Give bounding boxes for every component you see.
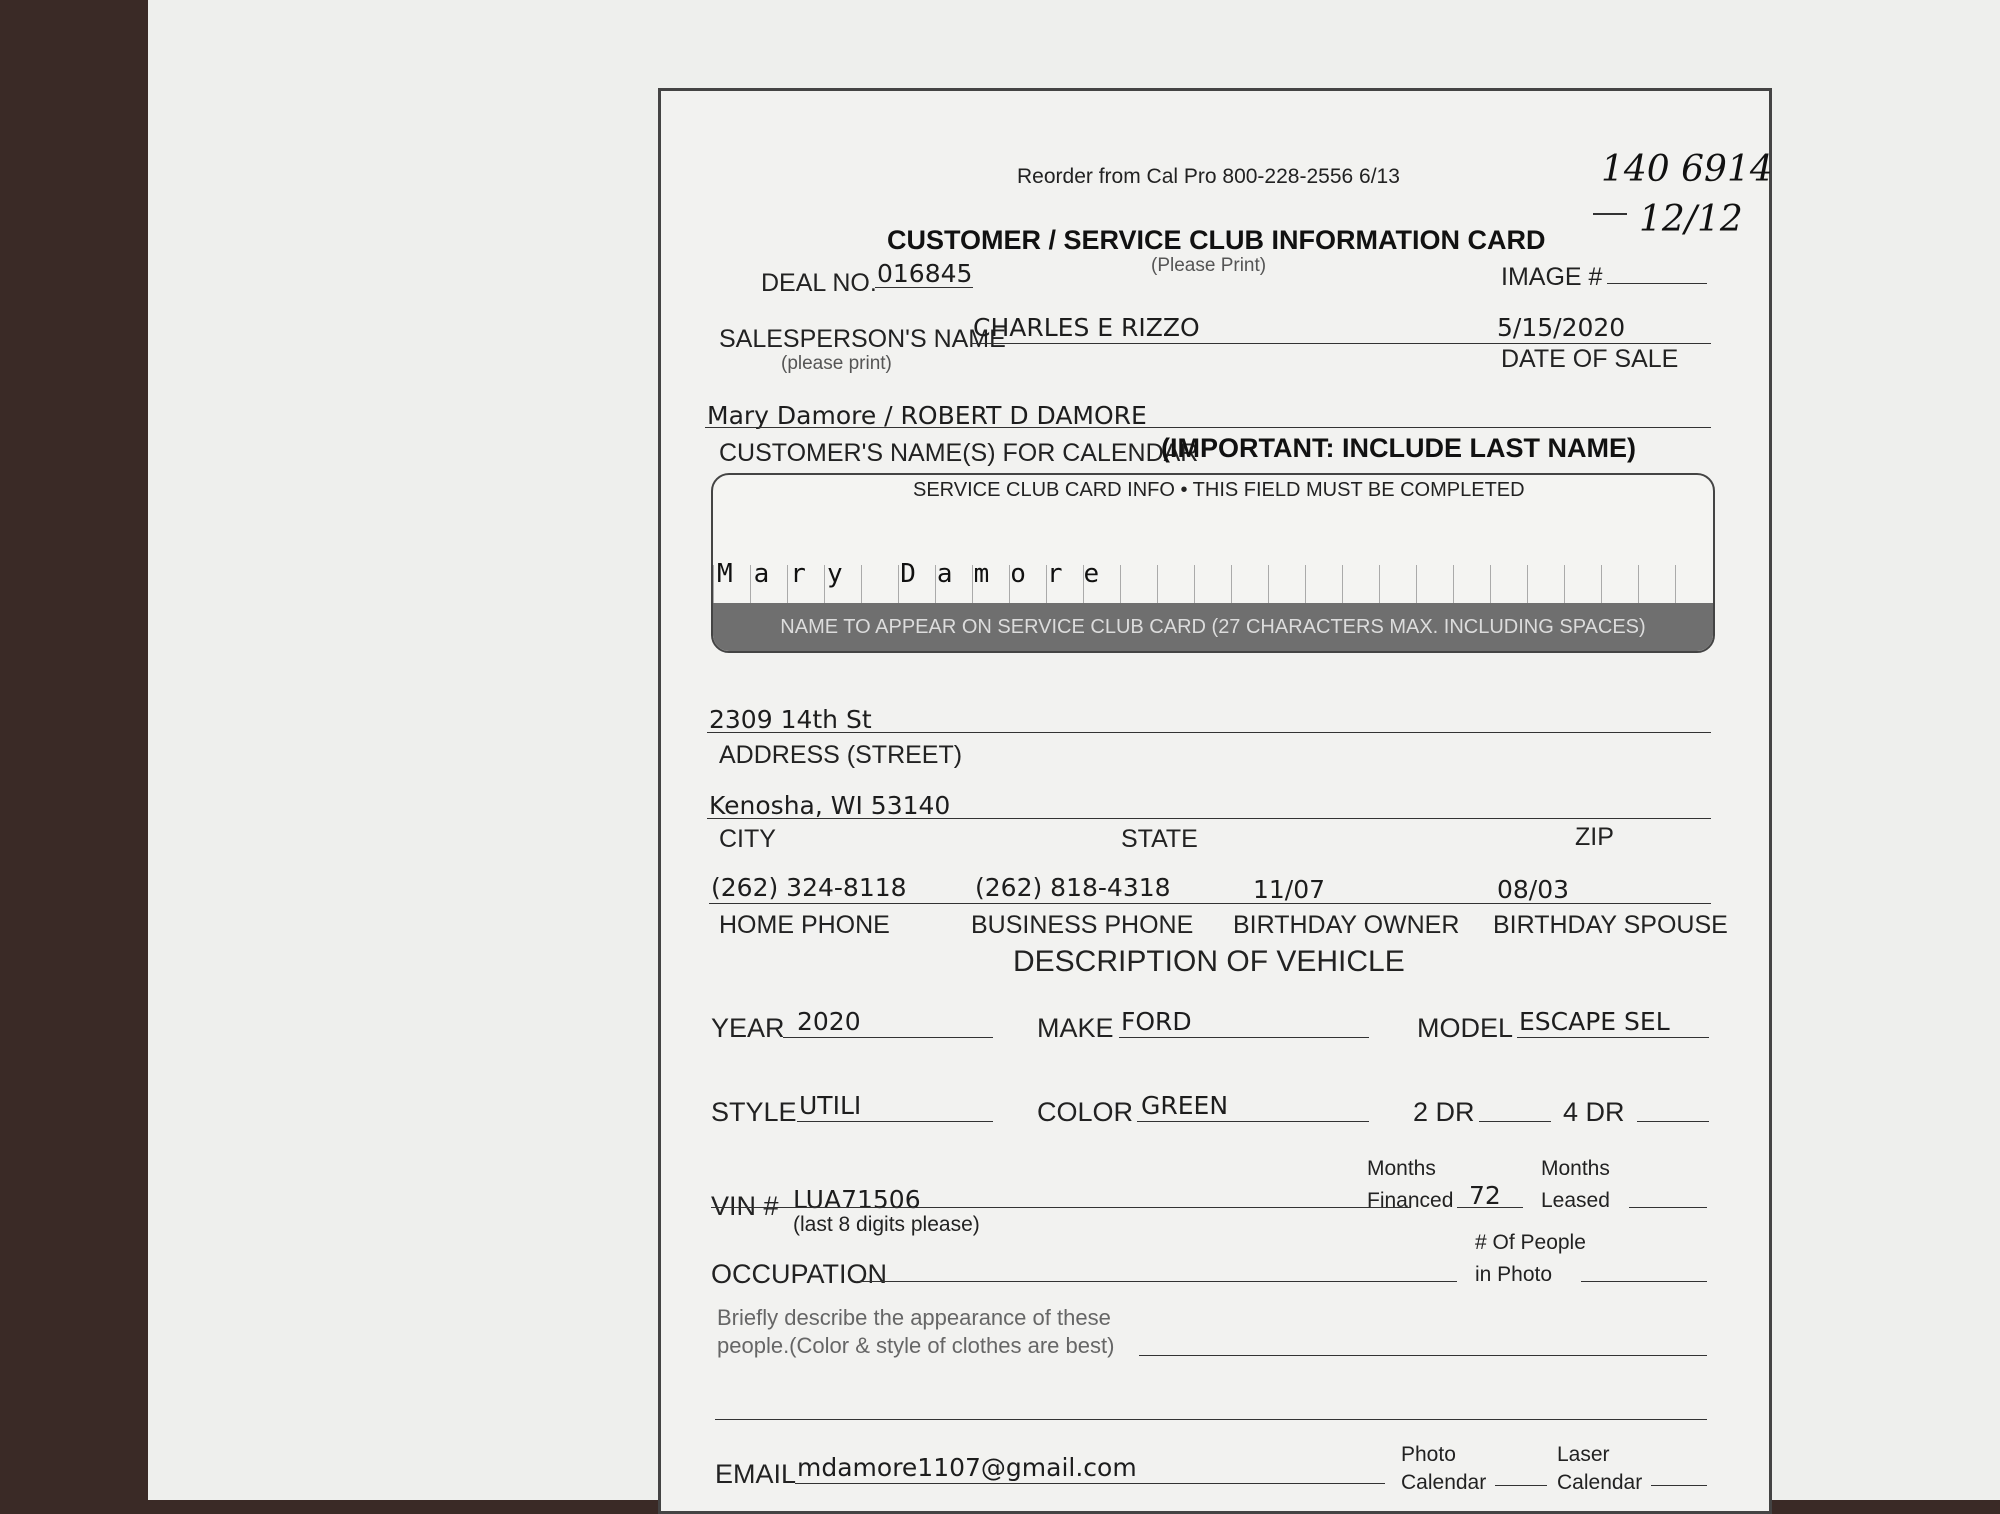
handwritten-date: 12/12 <box>1639 199 1743 240</box>
style-label: STYLE <box>711 1097 797 1127</box>
birthday-owner-label: BIRTHDAY OWNER <box>1233 911 1460 939</box>
email-label: EMAIL <box>715 1459 797 1489</box>
model-label: MODEL <box>1417 1013 1514 1043</box>
char-cell <box>1305 565 1306 603</box>
vin-label: VIN # <box>711 1191 779 1221</box>
occupation-line[interactable] <box>857 1281 1457 1282</box>
months-financed-bottom: Financed <box>1367 1189 1454 1212</box>
customer-name-line <box>705 427 1711 428</box>
info-card <box>658 88 1772 1514</box>
months-leased-line[interactable] <box>1629 1207 1707 1208</box>
months-financed-top: Months <box>1367 1157 1436 1180</box>
birthday-spouse-label: BIRTHDAY SPOUSE <box>1493 911 1728 939</box>
months-leased-bottom: Leased <box>1541 1189 1610 1212</box>
date-of-sale-value[interactable]: 5/15/2020 <box>1497 313 1626 342</box>
char-cell <box>1564 565 1565 603</box>
year-value[interactable]: 2020 <box>797 1007 861 1036</box>
photo-calendar-line[interactable] <box>1495 1485 1547 1486</box>
make-label: MAKE <box>1037 1013 1114 1043</box>
salesperson-value[interactable]: CHARLES E RIZZO <box>973 313 1200 342</box>
handwritten-number: 140 6914 <box>1601 149 1773 190</box>
vin-value[interactable]: LUA71506 <box>793 1185 921 1214</box>
handwritten-dash <box>1593 213 1627 215</box>
service-card-name-value[interactable]: Mary Damore <box>717 559 1121 589</box>
people-in-photo-bottom: in Photo <box>1475 1263 1553 1286</box>
char-cell <box>1453 565 1454 603</box>
important-note: (IMPORTANT: INCLUDE LAST NAME) <box>1161 433 1636 463</box>
char-cell <box>1231 565 1232 603</box>
two-door-line[interactable] <box>1479 1121 1551 1122</box>
salesperson-label: SALESPERSON'S NAME <box>719 325 1006 353</box>
address-line <box>707 732 1711 733</box>
business-phone-label: BUSINESS PHONE <box>971 911 1194 939</box>
birthday-spouse-value[interactable]: 08/03 <box>1497 875 1570 904</box>
four-door-label: 4 DR <box>1563 1097 1625 1127</box>
vin-line <box>711 1207 1411 1208</box>
image-number-label: IMAGE # <box>1501 263 1603 291</box>
vehicle-heading: DESCRIPTION OF VEHICLE <box>1013 945 1405 978</box>
address-label: ADDRESS (STREET) <box>719 741 963 769</box>
vin-note: (last 8 digits please) <box>793 1213 980 1236</box>
state-label: STATE <box>1121 825 1198 853</box>
card-title: CUSTOMER / SERVICE CLUB INFORMATION CARD <box>887 225 1546 255</box>
four-door-line[interactable] <box>1637 1121 1709 1122</box>
char-cell <box>1490 565 1491 603</box>
customer-name-value[interactable]: Mary Damore / ROBERT D DAMORE <box>707 401 1147 430</box>
make-value[interactable]: FORD <box>1121 1007 1192 1036</box>
city-value[interactable]: Kenosha, WI 53140 <box>709 791 951 820</box>
year-label: YEAR <box>711 1013 785 1043</box>
char-cell <box>1379 565 1380 603</box>
months-financed-line <box>1457 1207 1523 1208</box>
photo-calendar-bottom: Calendar <box>1401 1471 1487 1494</box>
home-phone-label: HOME PHONE <box>719 911 890 939</box>
people-in-photo-line[interactable] <box>1581 1281 1707 1282</box>
color-label: COLOR <box>1037 1097 1134 1127</box>
deal-no-value[interactable]: 016845 <box>877 259 973 288</box>
email-value[interactable]: mdamore1107@gmail.com <box>797 1453 1137 1482</box>
describe-line-extra[interactable] <box>715 1419 1707 1420</box>
char-cell <box>1527 565 1528 603</box>
describe-line[interactable] <box>1139 1355 1707 1356</box>
deal-no-line <box>875 287 973 288</box>
service-card-band: NAME TO APPEAR ON SERVICE CLUB CARD (27 CHARACTERS MAX. INCLUDING SPACES) <box>713 603 1713 651</box>
home-phone-value[interactable]: (262) 324-8118 <box>711 873 907 902</box>
deal-no-label: DEAL NO. <box>761 269 877 297</box>
months-leased-top: Months <box>1541 1157 1610 1180</box>
reorder-text: Reorder from Cal Pro 800-228-2556 6/13 <box>1017 165 1400 188</box>
please-print-note: (Please Print) <box>1151 255 1267 276</box>
photo-calendar-top: Photo <box>1401 1443 1456 1466</box>
service-club-box <box>711 473 1715 653</box>
describe-line-1: Briefly describe the appearance of these <box>717 1305 1111 1330</box>
people-in-photo-top: # Of People <box>1475 1231 1586 1254</box>
model-value[interactable]: ESCAPE SEL <box>1519 1007 1670 1036</box>
char-cell <box>1601 565 1602 603</box>
phones-line <box>709 903 1711 904</box>
city-line <box>707 818 1711 819</box>
color-line <box>1137 1121 1369 1122</box>
char-cell <box>1416 565 1417 603</box>
char-cell <box>1342 565 1343 603</box>
salesperson-sub: (please print) <box>781 353 892 374</box>
char-cell <box>713 565 714 603</box>
customer-name-label: CUSTOMER'S NAME(S) FOR CALENDAR <box>719 439 1199 467</box>
occupation-label: OCCUPATION <box>711 1259 888 1289</box>
char-cell <box>1157 565 1158 603</box>
color-value[interactable]: GREEN <box>1141 1091 1229 1120</box>
salesperson-line <box>971 343 1711 344</box>
address-value[interactable]: 2309 14th St <box>709 705 872 734</box>
make-line <box>1119 1037 1369 1038</box>
laser-calendar-line[interactable] <box>1651 1485 1707 1486</box>
style-value[interactable]: UTILI <box>799 1091 862 1120</box>
laser-calendar-top: Laser <box>1557 1443 1610 1466</box>
image-number-line[interactable] <box>1607 283 1707 284</box>
city-label: CITY <box>719 825 776 853</box>
business-phone-value[interactable]: (262) 818-4318 <box>975 873 1171 902</box>
char-cell <box>1194 565 1195 603</box>
year-line <box>783 1037 993 1038</box>
birthday-owner-value[interactable]: 11/07 <box>1253 875 1326 904</box>
date-of-sale-label: DATE OF SALE <box>1501 345 1679 373</box>
email-line <box>795 1483 1385 1484</box>
service-club-title: SERVICE CLUB CARD INFO • THIS FIELD MUST BE COMPLETED <box>913 479 1525 501</box>
style-line <box>797 1121 993 1122</box>
char-cell <box>1675 565 1676 603</box>
zip-label: ZIP <box>1575 823 1614 851</box>
model-line <box>1517 1037 1709 1038</box>
months-financed-value[interactable]: 72 <box>1469 1181 1501 1210</box>
describe-line-2: people.(Color & style of clothes are best) <box>717 1333 1115 1358</box>
two-door-label: 2 DR <box>1413 1097 1475 1127</box>
laser-calendar-bottom: Calendar <box>1557 1471 1643 1494</box>
paper-sheet <box>148 0 2000 1500</box>
char-cell <box>1268 565 1269 603</box>
char-cell <box>1638 565 1639 603</box>
